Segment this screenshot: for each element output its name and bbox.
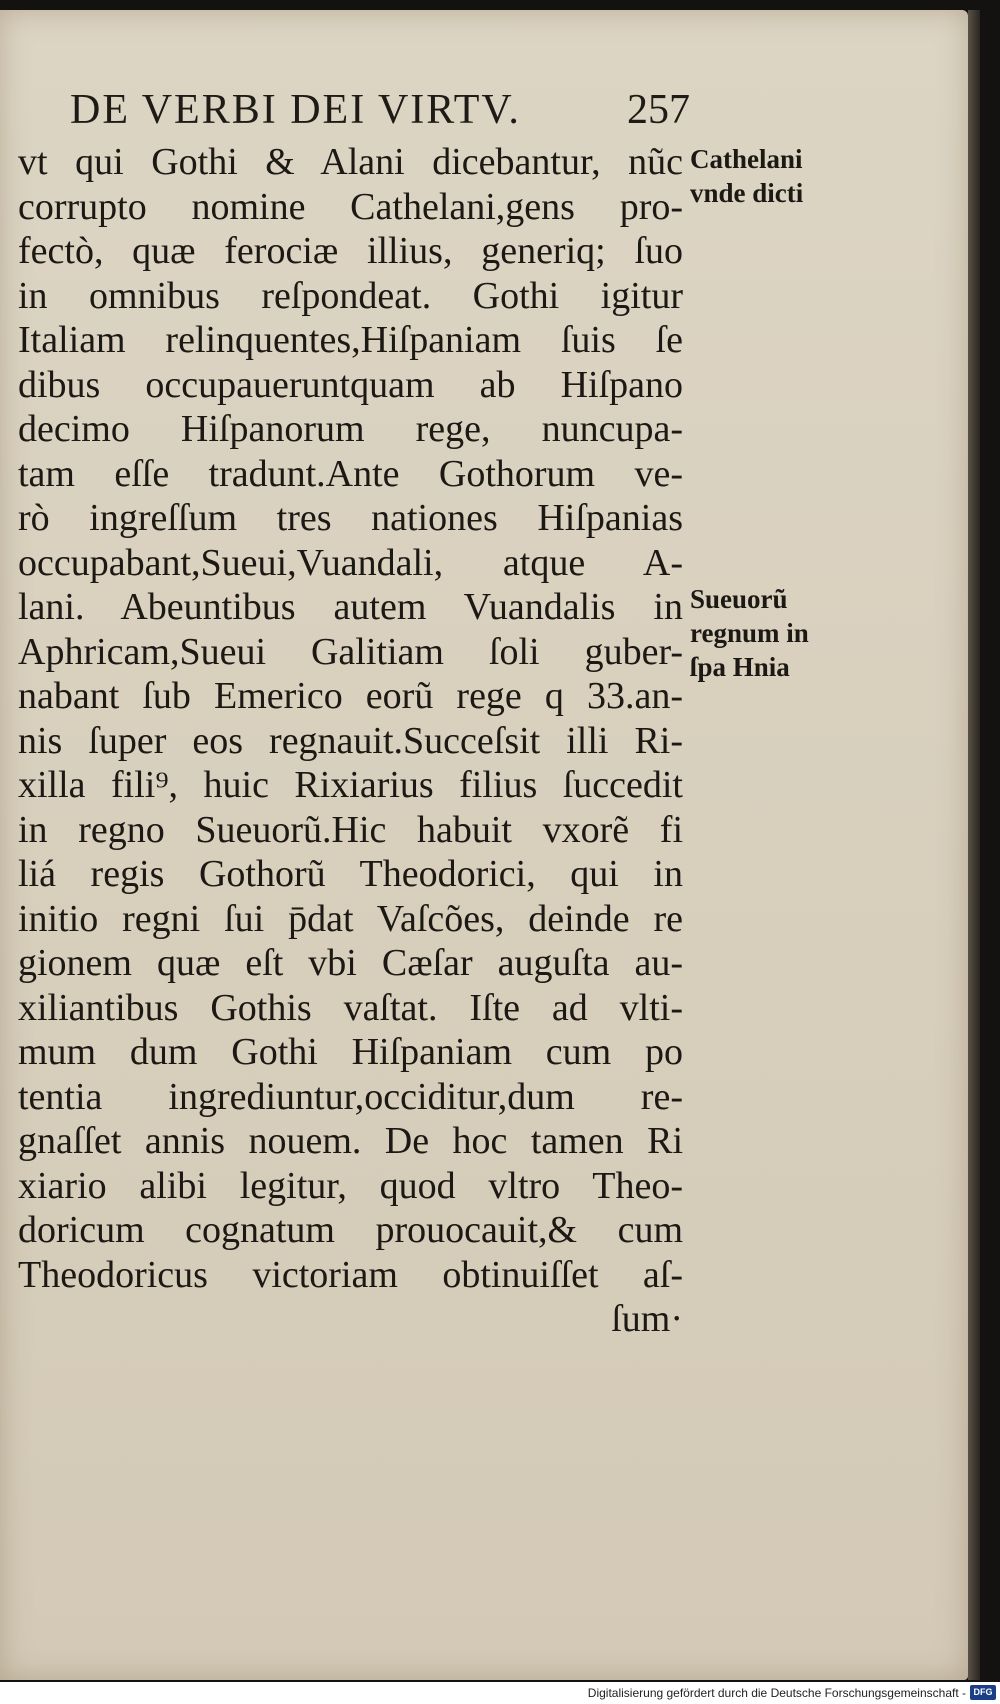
text-line: mum dum Gothi Hiſpaniam cum po: [18, 1031, 683, 1073]
catchword: ſum·: [611, 1298, 683, 1340]
text-line: xiario alibi legitur, quod vltro Theo-: [18, 1164, 683, 1207]
text-line: tam eſſe tradunt.Ante Gothorum ve-: [18, 452, 683, 495]
marginal-note: [690, 582, 850, 684]
marginal-note: [690, 142, 850, 210]
marginal-note-line: Cathelani: [690, 144, 803, 174]
text-line: initio regni ſui p̄dat Vaſcões, deinde re: [18, 897, 683, 940]
text-line: tentia ingrediuntur,occiditur,dum re-: [18, 1075, 683, 1118]
page-edge: [968, 10, 980, 1680]
text-line: nis ſuper eos regnauit.Succeſsit illi Ri-: [18, 719, 683, 762]
running-title: DE VERBI DEI VIRTV.: [70, 87, 521, 133]
text-line: xiliantibus Gothis vaſtat. Iſte ad vlti-: [18, 986, 683, 1029]
text-line: nabant ſub Emerico eorũ rege q 33.an-: [18, 675, 683, 717]
text-line: in omnibus reſpondeat. Gothi igitur: [18, 274, 683, 317]
text-line: doricum cognatum prouocauit,& cum: [18, 1209, 683, 1251]
text-line: xilla fili⁹, huic Rixiarius filius ſuccedit: [18, 764, 683, 806]
text-line: Aphricam,Sueui Galitiam ſoli guber-: [18, 630, 683, 673]
body-text: [18, 140, 683, 1342]
text-line: rò ingreſſum tres nationes Hiſpanias: [18, 497, 683, 539]
digitization-footer: [0, 1682, 1000, 1704]
text-line: gionem quæ eſt vbi Cæſar auguſta au-: [18, 942, 683, 984]
text-line: dibus occupaueruntquam ab Hiſpano: [18, 363, 683, 406]
text-line: occupabant,Sueui,Vuandali, atque A-: [18, 541, 683, 584]
running-head: [70, 86, 690, 138]
dfg-logo: DFG: [970, 1685, 996, 1700]
marginal-note-line: ſpa Hnia: [690, 652, 790, 682]
marginal-note-line: regnum in: [690, 618, 809, 648]
text-line: corrupto nomine Cathelani,gens pro-: [18, 185, 683, 228]
text-line: Italiam relinquentes,Hiſpaniam ſuis ſe: [18, 319, 683, 361]
text-line: lani. Abeuntibus autem Vuandalis in: [18, 586, 683, 628]
text-line: vt qui Gothi & Alani dicebantur, nũc: [18, 141, 683, 183]
text-line: Theodoricus victoriam obtinuiſſet aſ-: [18, 1253, 683, 1296]
text-line: in regno Sueuorũ.Hic habuit vxorẽ fi: [18, 808, 683, 851]
funding-credit: Digitalisierung gefördert durch die Deutsche Forschungsgemeinschaft -: [587, 1686, 966, 1700]
marginal-note-line: vnde dicti: [690, 178, 804, 208]
marginal-note-line: Sueuorũ: [690, 584, 788, 614]
text-line: liá regis Gothorũ Theodorici, qui in: [18, 853, 683, 895]
text-line: gnaſſet annis nouem. De hoc tamen Ri: [18, 1120, 683, 1162]
text-line: decimo Hiſpanorum rege, nuncupa-: [18, 408, 683, 450]
text-line: fectò, quæ ferociæ illius, generiq; ſuo: [18, 230, 683, 272]
page-number: 257: [627, 87, 690, 133]
